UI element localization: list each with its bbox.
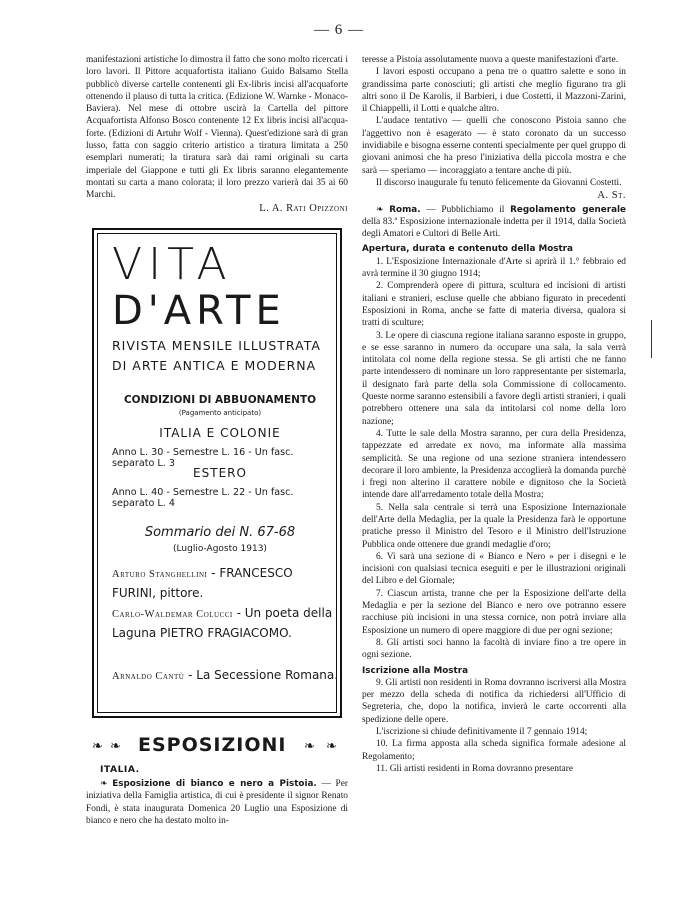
pistoia-signature: A. St. [597, 190, 626, 202]
leaf-ornament-icon: ❧ [110, 738, 121, 753]
ad-region-italia: ITALIA E COLONIE [159, 426, 281, 440]
ad-item-author: Carlo-Waldemar Colucci [112, 609, 233, 620]
roma-bold: Regolamento generale [510, 204, 627, 215]
roma-pre: — Pubblichiamo il [426, 204, 505, 215]
rule-item: 11. Gli artisti residenti in Roma dovranno presentare [376, 763, 573, 774]
right-paragraph: I lavori esposti occupano a pena tre o quattro salette e sono in grandissima parte conosciuti; gli artisti che meglio figurano tra gli altri sono il De Karolis, il Barbieri, i due Costetti, il Mazzoni-Zarini, il Chiappelli, il Lotti e qualche altro. [362, 67, 626, 115]
rule-item: 2. Comprenderà opere di pittura, scultura ed incisioni di artisti italiani e stranieri, escluse quelle che abbiano figurato in precedenti Esposizioni in Roma, anche se fatte di materia diversa, qualora si tratti di sculture; [362, 281, 626, 329]
ad-item-author: Arnaldo Cantù [112, 671, 185, 682]
rule-item: 8. Gli artisti soci hanno la facoltà di inviare fino a tre opere in ogni sezione. [362, 637, 626, 661]
ad-subtitle-1: RIVISTA MENSILE ILLUSTRATA [112, 338, 321, 353]
ad-title-darte: D'ARTE [112, 288, 286, 334]
right-paragraph: Il discorso inaugurale fu tenuto felicemente da Giovanni Costetti. [376, 177, 622, 188]
rule-item: 3. Le opere di ciascuna regione italiana saranno esposte in gruppo, e se esse saranno in numero da occupare una sala, la sala verrà intitolata col nome della regione stessa. Se gli artisti che ne fanno parte intendessero di nominare un loro rappresentante per sistemarla, il designato farà parte della sola Commissione di collocamento. Queste norme saranno estensibili a favore degli artisti stranieri, i quali potrebbero ottenere una sala da intitolarsi col nome della loro nazione; [362, 330, 626, 427]
right-paragraph: teresse a Pistoia assolutamente nuova a queste manifestazioni d'arte. [362, 55, 619, 65]
leaf-ornament-icon: ❧ [326, 738, 337, 753]
ad-item-author: Arturo Stanghellini [112, 569, 208, 580]
ad-title-vita: VITA [112, 239, 233, 290]
roma-intro [362, 203, 626, 241]
leaf-ornament-icon: ❧ [100, 778, 108, 788]
ad-item-title: - La Secessione Romana. [188, 668, 339, 682]
right-column [362, 54, 626, 775]
ad-summary-item [112, 564, 340, 602]
pistoia-title: Esposizione di bianco e nero a Pistoia. [112, 779, 317, 789]
intro-signature: L. A. Rati Opizzoni [259, 202, 348, 214]
pistoia-text: — Per iniziativa della Famiglia artistica, di cui è presidente il signor Renato Fondi, è stata inaugurata Domenica 20 Luglio una Esposizione di bianco e nero che ha destato molto in- [86, 779, 348, 826]
intro-paragraph: manifestazioni artistiche lo dimostra il fatto che sono molto ricercati i loro lavori. Il Pittore acquafortista italiano Guido Balsamo Stella pubblicò diverse cartelle contenenti gli Ex-libris incisi all'acquaforte ottenendo il plauso di tutta la critica. (Edizione W. Warnke - Monaco-Baviera). Nel mese di ottobre uscirà la Cartella del pittore Acquafortista Alfonso Bosco contenente 12 Ex libris incisi all'acqua-forte. (Edizioni di Artuhr Wolf - Vienna). Quest'edizione sarà di gran lusso, fatta con saggio criterio artistico a tiratura limitata a 250 esemplari numerati; la tiratura sarà dai rami originali su carta imperiale del Giappone e tutti gli Ex libris saranno elegantemente montati su carta a mano colorata; il loro prezzo varierà dai 35 ai 60 Marchi. [86, 55, 348, 201]
page-number: — 6 — [314, 22, 364, 38]
esposizioni-heading-row [86, 734, 348, 760]
vita-darte-advertisement [92, 228, 342, 718]
ad-region-estero: ESTERO [193, 466, 247, 480]
ad-price-italia: Anno L. 30 - Semestre L. 16 - Un fasc. separato L. 3 [112, 447, 294, 469]
ad-conditions-note: (Pagamento anticipato) [178, 409, 262, 417]
rule-item: 10. La firma apposta alla scheda significa formale adesione al Regolamento; [362, 739, 626, 762]
rule-item: 9. Gli artisti non residenti in Roma dovranno iscriversi alla Mostra per mezzo della scheda di notifica da richiedersi all'Ufficio di Segreteria, che, dopo la notifica, invierà le carte occorrenti alla spedizione delle opere. [362, 677, 626, 725]
ad-item-title: - FRANCESCO FURINI, pittore. [112, 566, 293, 600]
ad-summary-item [112, 604, 340, 642]
ad-summary-dates: (Luglio-Agosto 1913) [173, 544, 267, 554]
margin-mark [651, 320, 652, 358]
rule-item: 1. L'Esposizione Internazionale d'Arte si aprirà il 1.° febbraio ed avrà termine il 30 giugno 1914; [362, 256, 626, 280]
ad-conditions: CONDIZIONI DI ABBUONAMENTO [123, 394, 317, 406]
ad-summary-item [112, 666, 340, 686]
rule-item: 5. Nella sala centrale si terrà una Esposizione Internazionale dell'Arte della Medaglia, per la quale la Presidenza farà le opportune pratiche presso il Ministro del Tesoro e il Ministro dell'Istruzione Pubblica onde ottenere due grandi medaglie d'oro; [362, 502, 626, 550]
leaf-ornament-icon: ❧ [304, 738, 315, 753]
left-column-intro [86, 54, 348, 215]
section-subheading: Apertura, durata e contenuto della Mostra [362, 244, 573, 255]
rule-item: 7. Ciascun artista, tranne che per la Esposizione dell'arte della Medaglia e per la sezione del Bianco e nero ove potranno essere racchiuse più incisioni in una stessa cornice, non potrà inviare alla Esposizione un numero di opere maggiore di due per ogni sezione; [362, 588, 626, 636]
ad-summary-title: Sommario dei N. 67-68 [144, 525, 296, 540]
section-subheading: Iscrizione alla Mostra [362, 665, 469, 676]
leaf-ornament-icon: ❧ [376, 203, 384, 214]
italia-subheading: ITALIA. [100, 764, 140, 775]
ad-item-title: - Un poeta della Laguna PIETRO FRAGIACOMO. [112, 606, 333, 640]
ad-subtitle-2: DI ARTE ANTICA E MODERNA [112, 358, 317, 373]
rule-item: L'iscrizione si chiude definitivamente il 7 gennaio 1914; [376, 727, 588, 738]
roma-label: Roma. [389, 204, 421, 215]
ad-price-estero: Anno L. 40 - Semestre L. 22 - Un fasc. separato L. 4 [112, 487, 294, 509]
rule-item: 6. Vi sarà una sezione di « Bianco e Nero » per i disegni e le incisioni con qualsiasi tecnica eseguiti e per le illustrazioni originali del Libro e del Giornale; [362, 551, 626, 587]
right-paragraph: L'audace tentativo — quelli che conoscono Pistoia sanno che l'aggettivo non è esagerato — è stato coronato da un successo invidiabile e bisogna esserne contenti specialmente per quel gruppo di giovani animosi che ha preso l'iniziativa della piccola mostra e che sarà — speriamo — incoraggiato a tentare anche di più. [362, 116, 626, 176]
section-heading: ESPOSIZIONI [138, 734, 287, 756]
leaf-ornament-icon: ❧ [92, 738, 103, 753]
pistoia-article [86, 777, 348, 827]
roma-rest: della 83.ª Esposizione internazionale indetta per il 1914, dalla Società degli Amatori e Cultori di Belle Arti. [362, 216, 626, 240]
ad-inner-border [97, 233, 337, 713]
rule-item: 4. Tutte le sale della Mostra saranno, per cura della Presidenza, tappezzate ed arredate ex novo, ma informate alla massima semplicità. Se una regione od una sezione straniera intendessero decorare il loro ambiente, la Presidenza accoglierà la domanda purchè i fregi non alterino il carattere nobile e dignitoso che la Società intende dare all'arredamento totale della Mostra; [362, 428, 626, 501]
